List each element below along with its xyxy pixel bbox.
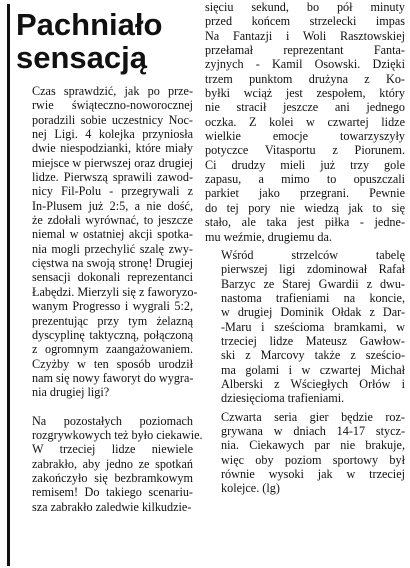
- text-line: w drugiej Dominik Ołdak z Dar-: [221, 305, 405, 320]
- text-line: sięciu sekund, bo pół minuty: [205, 0, 405, 14]
- text-line: nicy Fil-Polu - przegrywali z: [32, 184, 193, 199]
- text-line: dwie niespodzianki, które miały: [32, 141, 193, 156]
- text-line: prezentując przy tym żelazną: [32, 313, 193, 328]
- text-line: wanym Progresso i wygrali 5:2,: [32, 299, 193, 314]
- text-line: In-Plusem już 2:5, a nie dość,: [32, 198, 193, 213]
- paragraph-2: [16, 413, 203, 514]
- text-line: rwie świąteczno-noworocznej: [32, 98, 193, 113]
- text-line: wielkie emocje towarzyszyły: [205, 129, 405, 144]
- text-line: remisem! Do takiego scenariu-: [32, 485, 193, 500]
- text-line: Na pozostałych poziomach: [32, 413, 193, 428]
- text-line: lidze. Pierwszą sprawili zawod-: [32, 170, 193, 185]
- text-line: trzem punktom drużyna z Ko-: [205, 71, 405, 86]
- text-line: Czwarta seria gier będzie roz-: [221, 409, 405, 424]
- text-line: Alberski z Wściegłych Orłów i: [221, 376, 405, 391]
- text-line: ski z Marcovy także z sześcio-: [221, 348, 405, 363]
- text-line: niemal w ostatniej akcji spotka-: [32, 227, 193, 242]
- text-line: równie wysoki jak w trzeciej: [221, 467, 405, 481]
- text-line: sensacji dokonali reprezentanci: [32, 270, 193, 285]
- text-line: Barzyc ze Starej Gwardii z dwu-: [221, 276, 405, 291]
- text-line: nastoma trafieniami na koncie,: [221, 290, 405, 305]
- text-line: mu weźmie, drugiemu da.: [205, 229, 332, 244]
- text-line: stało, ale taka jest piłka - jedne-: [205, 215, 405, 230]
- text-line: przed końcem strzelecki impas: [205, 14, 405, 29]
- left-column: [7, 4, 203, 566]
- text-line: byłki wciąż jest zespołem, który: [205, 86, 405, 101]
- text-line: więc oby poziom sportowy był: [221, 452, 405, 467]
- text-line: nej Ligi. 4 kolejka przyniosła: [32, 127, 193, 142]
- headline-line-1: Pachniało: [16, 7, 163, 42]
- text-line: dziesięcioma trafieniami.: [221, 391, 345, 406]
- text-line: grywana w dniach 14-17 stycz-: [221, 423, 405, 438]
- text-line: nia. Ciekawych par nie brakuje,: [221, 438, 405, 453]
- text-line: Na Fantazji i Woli Rasztowskiej: [205, 28, 405, 43]
- text-line: cięstwa na swoją stronę! Drugiej: [32, 256, 193, 271]
- text-line: nie stracił jeszcze ani jednego: [205, 100, 405, 115]
- text-line: Ci drudzy mieli już trzy gole: [205, 157, 405, 172]
- text-line: zapasu, a mimo to opuszczali: [205, 172, 405, 187]
- text-line: ma golami i w czwartej Michał: [221, 362, 405, 377]
- text-line: trzeciej lidze Mateusz Gawłow-: [221, 333, 405, 348]
- text-line: -Maru i sześcioma bramkami, w: [221, 319, 405, 334]
- headline-line-2: sensacją: [16, 40, 147, 75]
- paragraph-3: [205, 248, 405, 406]
- text-line: parkiet jako przegrani. Pewnie: [205, 186, 405, 201]
- text-line: rozgrywkowych też było ciekawie.: [32, 427, 203, 442]
- text-line: zyjnych - Kamil Osowski. Dzięki: [205, 57, 405, 72]
- text-line: sza zabrakło zaledwie kilkudzie-: [32, 499, 192, 514]
- text-line: miejsce w pierwszej oraz drugiej: [32, 155, 193, 170]
- text-line: z ogromnym zaangażowaniem.: [32, 342, 193, 357]
- text-line: poradzili sobie uczestnicy Noc-: [32, 112, 193, 127]
- text-line: Czas sprawdzić, jak po prze-: [32, 84, 193, 98]
- text-line: pierwszej ligi zdominował Rafał: [221, 262, 405, 277]
- text-line: nia mogli przechylić szalę zwy-: [32, 241, 193, 256]
- text-line: zakończyło się bezbramkowym: [32, 470, 193, 485]
- right-column: [205, 0, 405, 566]
- article-headline: [16, 8, 193, 74]
- text-line: Czyżby w ten sposób urodził: [32, 356, 193, 371]
- text-line: Wśród strzelców tabelę: [221, 247, 405, 262]
- text-line: przełamał reprezentant Fanta-: [205, 43, 405, 58]
- text-line: że zdołali wyrównać, to jeszcze: [32, 213, 193, 228]
- text-line: do tej pory nie wiedzą jak to się: [205, 200, 405, 215]
- text-line: zabrakło, aby jedno ze spotkań: [32, 456, 193, 471]
- paragraph-2-continued: [205, 0, 405, 244]
- text-line: oczka. Z kolei w czwartej lidze: [205, 114, 405, 129]
- text-line: W trzeciej lidze niewiele: [32, 442, 193, 457]
- text-line: potyczce Vitasportu z Piorunem.: [205, 143, 405, 158]
- paragraph-4: [205, 410, 405, 496]
- paragraph-1: [16, 84, 198, 400]
- text-line: Łabędzi. Mierzyli się z faworyzo-: [32, 284, 198, 299]
- text-line: kolejce. (lg): [221, 481, 280, 496]
- text-line: nia drugiej ligi?: [32, 385, 110, 400]
- text-line: dyscyplinę taktyczną, połączoną: [32, 327, 193, 342]
- text-line: nam się nowy faworyt do wygra-: [32, 370, 194, 385]
